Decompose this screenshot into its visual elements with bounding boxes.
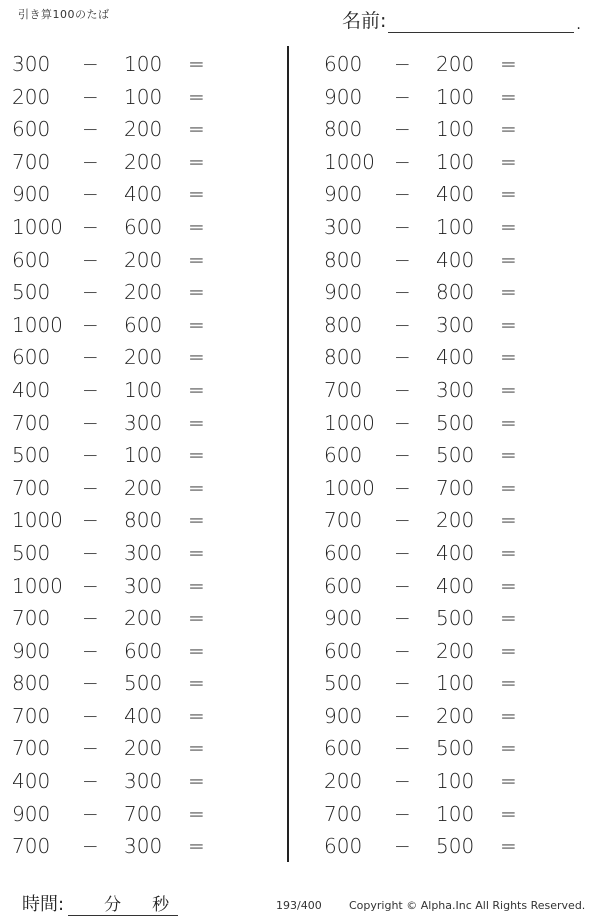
minus-sign: −: [394, 312, 411, 337]
time-label: 時間:: [22, 894, 65, 915]
minus-sign: −: [82, 540, 99, 565]
equals-sign: =: [188, 52, 205, 76]
name-end-mark: .: [576, 17, 581, 33]
equals-sign: =: [500, 117, 517, 142]
minuend: 900: [324, 606, 363, 631]
minuend: 900: [324, 84, 363, 109]
equals-sign: =: [188, 182, 205, 207]
equals-sign: =: [188, 345, 205, 370]
minuend: 800: [324, 247, 363, 272]
problem-row: [312, 732, 582, 765]
subtrahend: 400: [124, 182, 163, 207]
minus-sign: −: [394, 475, 411, 500]
minuend: 700: [12, 149, 51, 174]
minuend: 1000: [12, 214, 63, 239]
equals-sign: =: [500, 671, 517, 696]
problem-row: [312, 570, 582, 603]
equals-sign: =: [500, 377, 517, 402]
equals-sign: =: [500, 638, 517, 663]
minuend: 900: [324, 703, 363, 728]
minuend: 700: [12, 703, 51, 728]
minus-sign: −: [82, 671, 99, 696]
subtrahend: 600: [124, 638, 163, 663]
minuend: 1000: [12, 508, 63, 533]
problem-row: [312, 146, 582, 179]
minus-sign: −: [82, 410, 99, 435]
minus-sign: −: [82, 84, 99, 109]
minus-sign: −: [394, 769, 411, 794]
subtrahend: 300: [124, 834, 163, 859]
minuend: 700: [324, 508, 363, 533]
worksheet-title: 引き算100のたば: [18, 8, 110, 21]
name-label: 名前:: [342, 10, 387, 32]
equals-sign: =: [500, 508, 517, 533]
subtrahend: 500: [436, 443, 475, 468]
minuend: 1000: [324, 410, 375, 435]
equals-sign: =: [500, 801, 517, 826]
minuend: 400: [12, 377, 51, 402]
minus-sign: −: [82, 312, 99, 337]
problem-row: [312, 635, 582, 668]
equals-sign: =: [500, 736, 517, 761]
subtrahend: 100: [436, 149, 475, 174]
subtrahend: 200: [124, 149, 163, 174]
equals-sign: =: [188, 117, 205, 142]
equals-sign: =: [188, 475, 205, 500]
minus-sign: −: [82, 801, 99, 826]
equals-sign: =: [500, 345, 517, 370]
minuend: 800: [12, 671, 51, 696]
minuend: 800: [324, 117, 363, 142]
problem-row: [0, 602, 270, 635]
problems-right-column: [312, 48, 582, 863]
problem-row: [0, 667, 270, 700]
problem-row: [0, 700, 270, 733]
name-field: [342, 6, 581, 33]
subtrahend: 100: [124, 52, 163, 76]
subtrahend: 500: [124, 671, 163, 696]
minuend: 700: [12, 736, 51, 761]
seconds-label: 秒: [152, 895, 170, 915]
minus-sign: −: [82, 573, 99, 598]
minuend: 500: [12, 443, 51, 468]
equals-sign: =: [500, 280, 517, 305]
equals-sign: =: [188, 671, 205, 696]
minus-sign: −: [394, 149, 411, 174]
minus-sign: −: [82, 508, 99, 533]
minuend: 600: [324, 443, 363, 468]
problem-row: [0, 439, 270, 472]
minus-sign: −: [82, 214, 99, 239]
minuend: 800: [324, 312, 363, 337]
minus-sign: −: [82, 280, 99, 305]
minuend: 600: [12, 247, 51, 272]
minuend: 700: [324, 801, 363, 826]
minus-sign: −: [394, 52, 411, 76]
minuend: 700: [12, 475, 51, 500]
minus-sign: −: [82, 149, 99, 174]
problem-row: [312, 309, 582, 342]
problem-row: [312, 244, 582, 277]
minus-sign: −: [82, 606, 99, 631]
equals-sign: =: [500, 443, 517, 468]
subtrahend: 100: [124, 84, 163, 109]
subtrahend: 700: [436, 475, 475, 500]
equals-sign: =: [188, 703, 205, 728]
problem-row: [0, 472, 270, 505]
subtrahend: 100: [436, 671, 475, 696]
equals-sign: =: [500, 834, 517, 859]
minutes-label: 分: [104, 895, 122, 915]
equals-sign: =: [500, 52, 517, 76]
problem-row: [312, 667, 582, 700]
minuend: 600: [324, 736, 363, 761]
subtrahend: 200: [124, 345, 163, 370]
minuend: 600: [324, 638, 363, 663]
minuend: 700: [12, 606, 51, 631]
minus-sign: −: [82, 182, 99, 207]
subtrahend: 600: [124, 312, 163, 337]
minuend: 1000: [324, 149, 375, 174]
equals-sign: =: [188, 214, 205, 239]
minus-sign: −: [394, 703, 411, 728]
subtrahend: 500: [436, 606, 475, 631]
subtrahend: 600: [124, 214, 163, 239]
problem-row: [312, 830, 582, 863]
equals-sign: =: [500, 606, 517, 631]
equals-sign: =: [188, 443, 205, 468]
minuend: 500: [12, 540, 51, 565]
subtrahend: 400: [436, 573, 475, 598]
subtrahend: 100: [436, 117, 475, 142]
minuend: 1000: [324, 475, 375, 500]
problem-row: [312, 113, 582, 146]
problem-row: [0, 635, 270, 668]
subtrahend: 800: [436, 280, 475, 305]
problem-row: [0, 732, 270, 765]
subtrahend: 100: [124, 377, 163, 402]
equals-sign: =: [188, 769, 205, 794]
minus-sign: −: [394, 214, 411, 239]
equals-sign: =: [500, 769, 517, 794]
subtrahend: 800: [124, 508, 163, 533]
minuend: 500: [324, 671, 363, 696]
equals-sign: =: [188, 573, 205, 598]
subtrahend: 200: [124, 606, 163, 631]
subtrahend: 100: [124, 443, 163, 468]
equals-sign: =: [500, 182, 517, 207]
problem-row: [0, 407, 270, 440]
problem-row: [312, 504, 582, 537]
minuend: 600: [324, 834, 363, 859]
minuend: 900: [12, 801, 51, 826]
equals-sign: =: [188, 540, 205, 565]
subtrahend: 400: [436, 540, 475, 565]
minus-sign: −: [82, 769, 99, 794]
equals-sign: =: [188, 312, 205, 337]
equals-sign: =: [500, 540, 517, 565]
minuend: 800: [324, 345, 363, 370]
problem-row: [312, 765, 582, 798]
equals-sign: =: [500, 410, 517, 435]
minus-sign: −: [82, 443, 99, 468]
minuend: 400: [12, 769, 51, 794]
minuend: 200: [324, 769, 363, 794]
subtrahend: 300: [124, 410, 163, 435]
minus-sign: −: [82, 247, 99, 272]
minus-sign: −: [394, 606, 411, 631]
problem-row: [312, 439, 582, 472]
subtrahend: 400: [436, 345, 475, 370]
minuend: 600: [324, 52, 363, 76]
minuend: 300: [12, 52, 51, 76]
minus-sign: −: [394, 834, 411, 859]
minus-sign: −: [394, 280, 411, 305]
minus-sign: −: [394, 247, 411, 272]
problem-row: [312, 276, 582, 309]
problem-row: [0, 570, 270, 603]
name-input-line[interactable]: [388, 12, 574, 33]
problem-row: [0, 113, 270, 146]
equals-sign: =: [500, 247, 517, 272]
problem-row: [312, 472, 582, 505]
minus-sign: −: [394, 736, 411, 761]
minus-sign: −: [82, 703, 99, 728]
minus-sign: −: [394, 671, 411, 696]
problem-row: [312, 602, 582, 635]
problem-row: [0, 798, 270, 831]
subtrahend: 200: [436, 508, 475, 533]
minuend: 900: [12, 638, 51, 663]
equals-sign: =: [188, 606, 205, 631]
subtrahend: 300: [436, 312, 475, 337]
minuend: 1000: [12, 312, 63, 337]
equals-sign: =: [188, 801, 205, 826]
problem-row: [0, 48, 270, 81]
minuend: 700: [324, 377, 363, 402]
minuend: 200: [12, 84, 51, 109]
subtrahend: 300: [124, 769, 163, 794]
subtrahend: 500: [436, 834, 475, 859]
copyright-text: Copyright © Alpha.Inc All Rights Reserved.: [349, 899, 586, 912]
minuend: 900: [12, 182, 51, 207]
subtrahend: 100: [436, 769, 475, 794]
problem-row: [312, 374, 582, 407]
subtrahend: 300: [124, 573, 163, 598]
problem-row: [0, 146, 270, 179]
subtrahend: 200: [124, 280, 163, 305]
minuend: 900: [324, 182, 363, 207]
equals-sign: =: [500, 312, 517, 337]
minuend: 600: [324, 540, 363, 565]
minuend: 500: [12, 280, 51, 305]
equals-sign: =: [188, 834, 205, 859]
minus-sign: −: [394, 345, 411, 370]
problems-left-column: [0, 48, 270, 863]
subtrahend: 200: [124, 475, 163, 500]
subtrahend: 300: [124, 540, 163, 565]
problem-row: [312, 798, 582, 831]
problem-row: [312, 81, 582, 114]
problem-row: [0, 341, 270, 374]
subtrahend: 200: [436, 638, 475, 663]
equals-sign: =: [500, 475, 517, 500]
minus-sign: −: [82, 475, 99, 500]
equals-sign: =: [188, 247, 205, 272]
subtrahend: 100: [436, 214, 475, 239]
minus-sign: −: [394, 117, 411, 142]
minus-sign: −: [394, 182, 411, 207]
minus-sign: −: [82, 52, 99, 76]
minus-sign: −: [82, 377, 99, 402]
problem-row: [0, 830, 270, 863]
minus-sign: −: [394, 377, 411, 402]
problem-row: [312, 537, 582, 570]
equals-sign: =: [188, 410, 205, 435]
minuend: 300: [324, 214, 363, 239]
minus-sign: −: [394, 84, 411, 109]
subtrahend: 200: [124, 247, 163, 272]
equals-sign: =: [500, 84, 517, 109]
problem-row: [312, 178, 582, 211]
minus-sign: −: [394, 801, 411, 826]
minus-sign: −: [394, 508, 411, 533]
problem-row: [312, 211, 582, 244]
minuend: 600: [12, 117, 51, 142]
problem-row: [0, 211, 270, 244]
problem-row: [0, 504, 270, 537]
equals-sign: =: [188, 84, 205, 109]
problem-row: [312, 341, 582, 374]
problem-row: [0, 374, 270, 407]
subtrahend: 200: [124, 736, 163, 761]
minus-sign: −: [394, 638, 411, 663]
minus-sign: −: [394, 540, 411, 565]
equals-sign: =: [500, 149, 517, 174]
subtrahend: 300: [436, 377, 475, 402]
minuend: 600: [12, 345, 51, 370]
problem-row: [0, 178, 270, 211]
problem-row: [312, 407, 582, 440]
minus-sign: −: [394, 573, 411, 598]
minuend: 700: [12, 834, 51, 859]
subtrahend: 400: [436, 247, 475, 272]
problem-row: [312, 700, 582, 733]
minus-sign: −: [82, 736, 99, 761]
time-field: [22, 890, 178, 916]
problem-row: [0, 537, 270, 570]
equals-sign: =: [500, 703, 517, 728]
problem-row: [312, 48, 582, 81]
minus-sign: −: [82, 834, 99, 859]
equals-sign: =: [500, 573, 517, 598]
equals-sign: =: [188, 508, 205, 533]
equals-sign: =: [188, 280, 205, 305]
equals-sign: =: [188, 149, 205, 174]
page-number: 193/400: [276, 899, 322, 912]
subtrahend: 200: [436, 703, 475, 728]
column-divider: [287, 46, 289, 862]
equals-sign: =: [188, 638, 205, 663]
subtrahend: 200: [436, 52, 475, 76]
minus-sign: −: [82, 117, 99, 142]
subtrahend: 700: [124, 801, 163, 826]
minus-sign: −: [394, 410, 411, 435]
equals-sign: =: [188, 377, 205, 402]
subtrahend: 200: [124, 117, 163, 142]
subtrahend: 500: [436, 736, 475, 761]
problem-row: [0, 309, 270, 342]
problem-row: [0, 244, 270, 277]
equals-sign: =: [188, 736, 205, 761]
problem-row: [0, 765, 270, 798]
equals-sign: =: [500, 214, 517, 239]
problem-row: [0, 276, 270, 309]
minus-sign: −: [82, 345, 99, 370]
minuend: 900: [324, 280, 363, 305]
minus-sign: −: [394, 443, 411, 468]
minuend: 700: [12, 410, 51, 435]
minus-sign: −: [82, 638, 99, 663]
subtrahend: 400: [436, 182, 475, 207]
subtrahend: 400: [124, 703, 163, 728]
subtrahend: 500: [436, 410, 475, 435]
problem-row: [0, 81, 270, 114]
minuend: 600: [324, 573, 363, 598]
time-input-line[interactable]: [68, 893, 178, 916]
subtrahend: 100: [436, 801, 475, 826]
subtrahend: 100: [436, 84, 475, 109]
minuend: 1000: [12, 573, 63, 598]
